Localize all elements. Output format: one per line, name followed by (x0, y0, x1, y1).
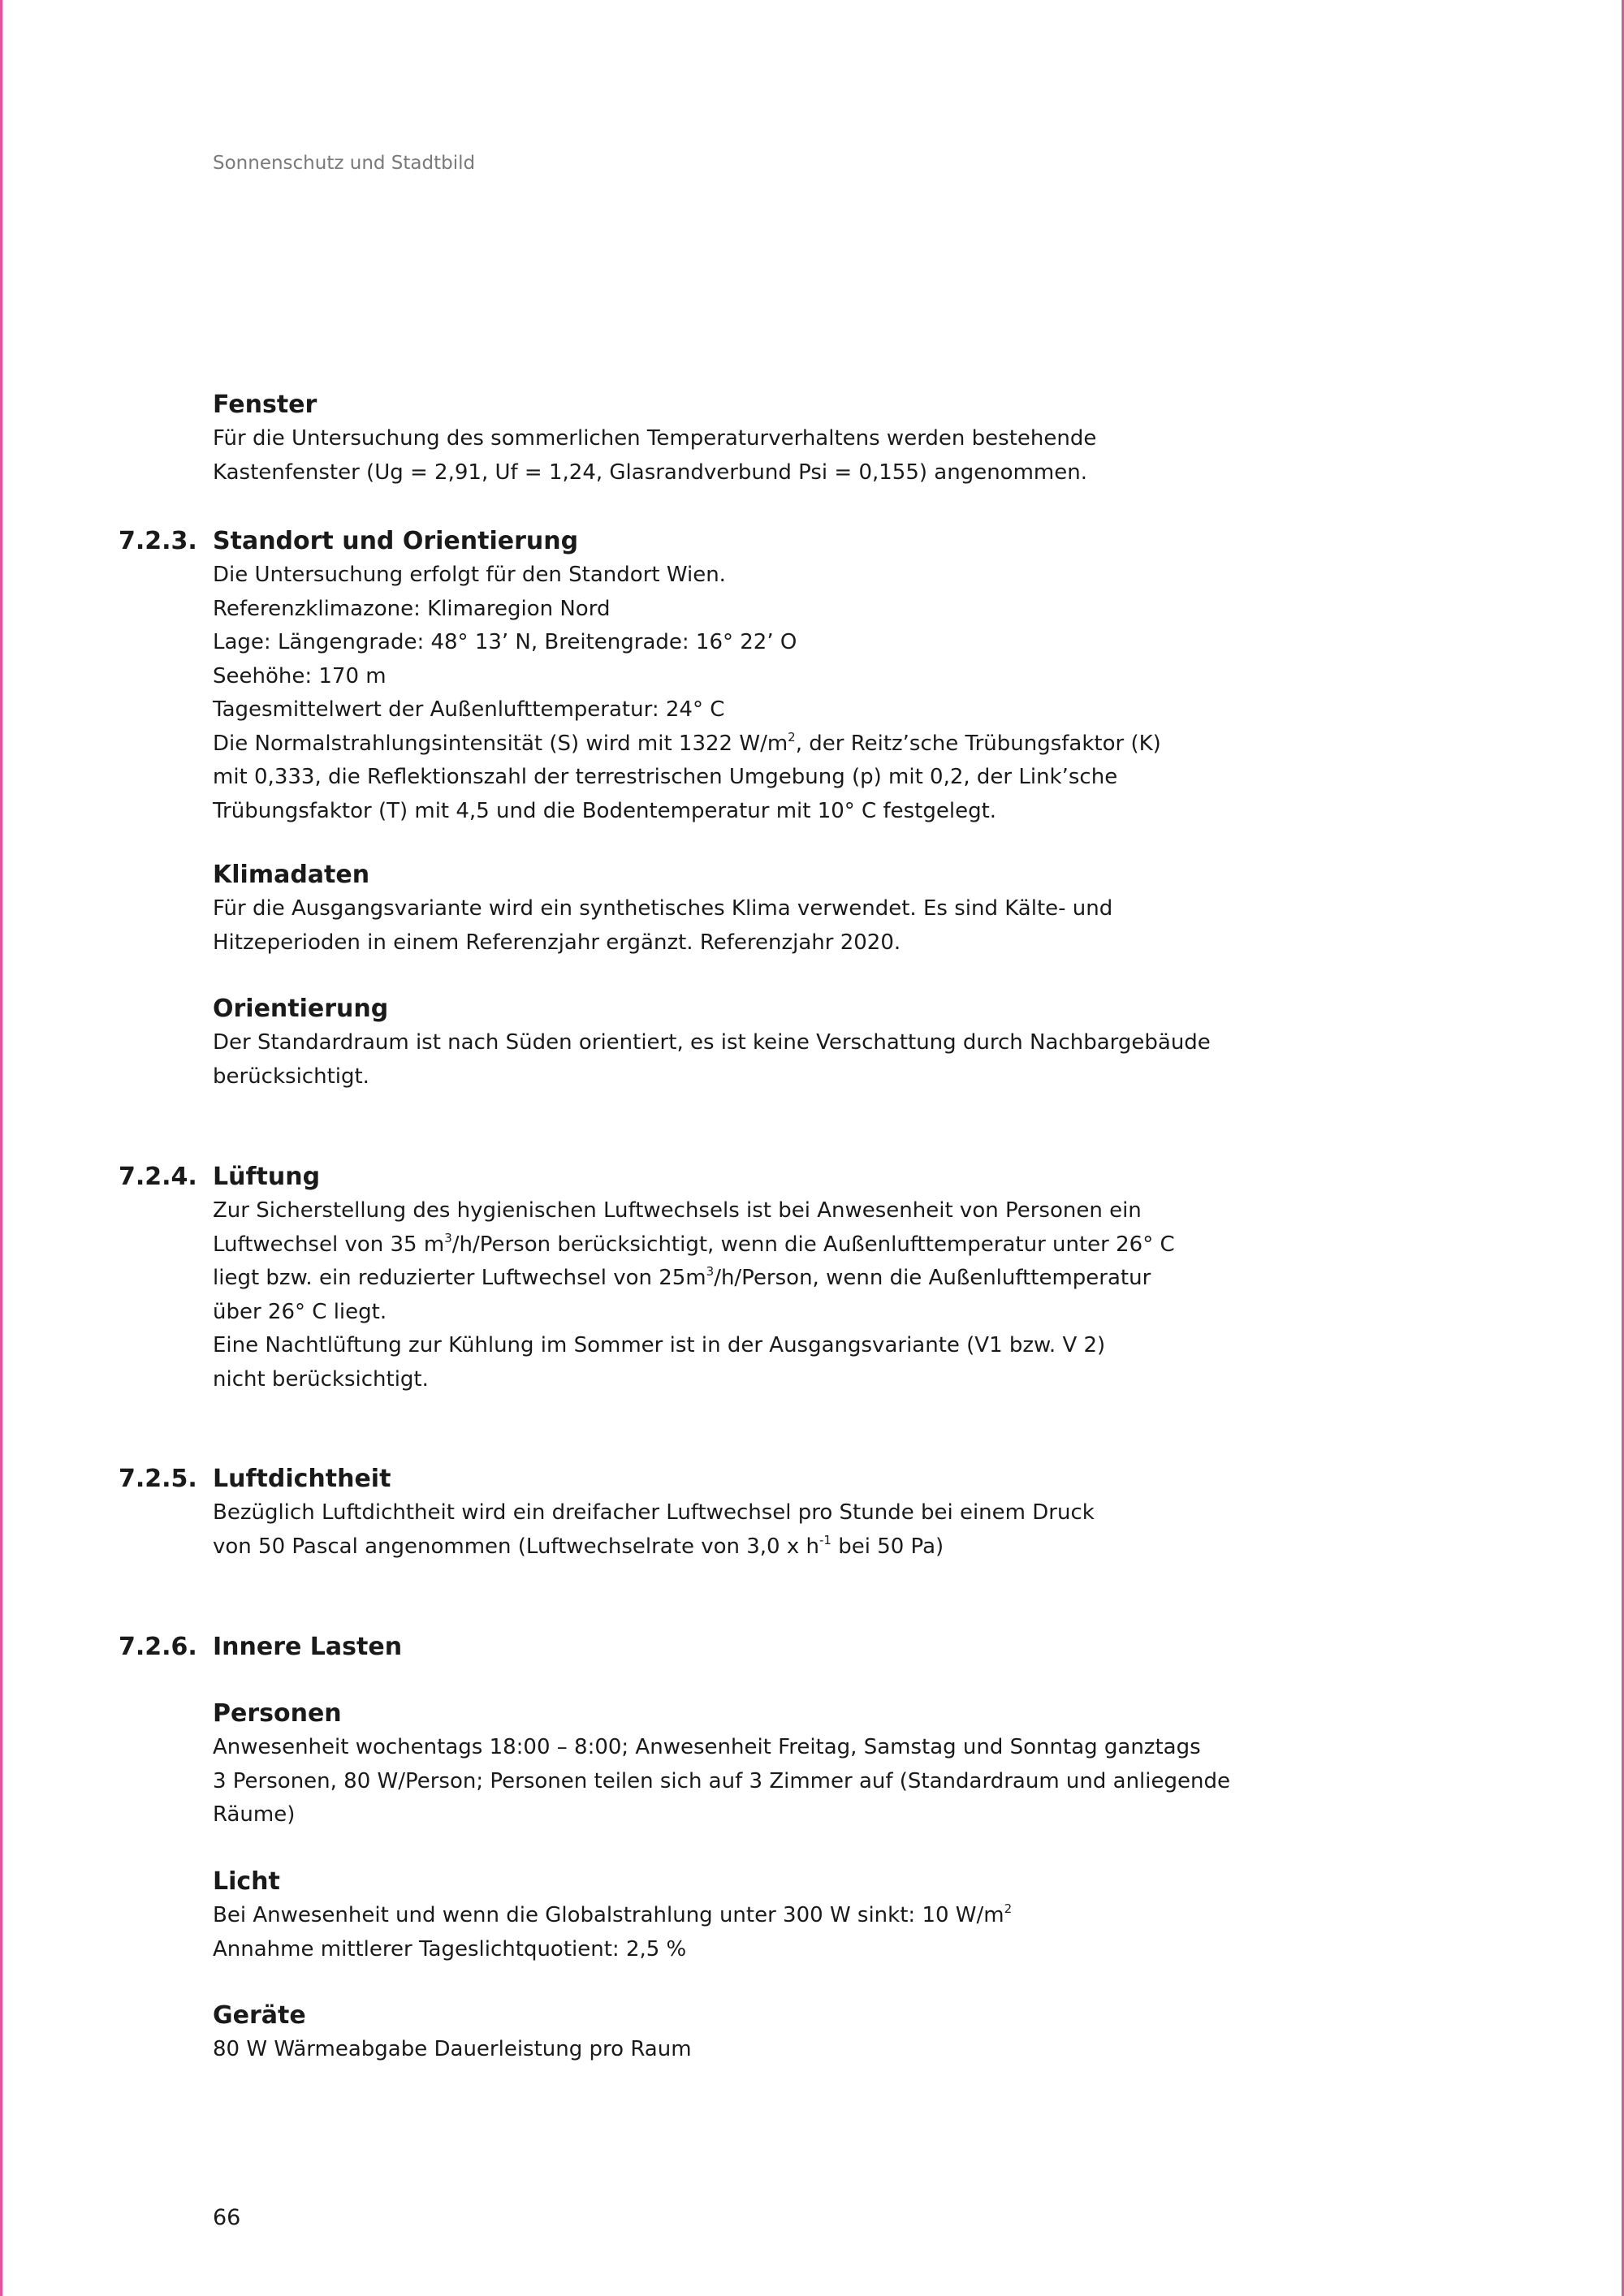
superscript: 2 (1004, 1901, 1013, 1916)
section-number: 7.2.6. (119, 1633, 197, 1661)
text-line: 3 Personen, 80 W/Person; Personen teilen sich auf 3 Zimmer auf (Standardraum und anliegende (213, 1768, 1230, 1793)
section-standort (119, 524, 1203, 828)
text-line (213, 1530, 1203, 1564)
text-segment: bei 50 Pa) (831, 1534, 944, 1559)
subheading-fenster: Fenster (213, 391, 317, 419)
section-number: 7.2.5. (119, 1465, 197, 1493)
text-line: Annahme mittlerer Tageslichtquotient: 2,5 % (213, 1936, 687, 1962)
section-innere-lasten (119, 1630, 1203, 1664)
text-segment: von 50 Pascal angenommen (Luftwechselrate von 3,0 x h (213, 1534, 819, 1559)
section-number: 7.2.4. (119, 1163, 197, 1191)
section-luftdichtheit (119, 1462, 1203, 1564)
subheading-orientierung: Orientierung (213, 995, 389, 1023)
text-segment: liegt bzw. ein reduzierter Luftwechsel von 25m (213, 1266, 706, 1290)
text-segment: Bei Anwesenheit und wenn die Globalstrahlung unter 300 W sinkt: 10 W/m (213, 1903, 1004, 1927)
page-number: 66 (213, 2205, 241, 2230)
text-segment: /h/Person, wenn die Außenlufttemperatur (714, 1266, 1151, 1290)
text-line: über 26° C liegt. (213, 1299, 387, 1324)
text-line: Eine Nachtlüftung zur Kühlung im Sommer ist in der Ausgangsvariante (V1 bzw. V 2) (213, 1333, 1106, 1357)
text-line: berücksichtigt. (213, 1064, 369, 1089)
text-line: Lage: Längengrade: 48° 13’ N, Breitengrade: 16° 22’ O (213, 630, 797, 654)
section-heading: Luftdichtheit (213, 1465, 391, 1493)
text-line (213, 1228, 1203, 1262)
running-head: Sonnenschutz und Stadtbild (213, 153, 476, 174)
superscript: 3 (444, 1230, 452, 1245)
text-line: Anwesenheit wochentags 18:00 – 8:00; Anwesenheit Freitag, Samstag und Sonntag ganztags (213, 1735, 1201, 1759)
subheading-klimadaten: Klimadaten (213, 861, 370, 889)
text-line: Zur Sicherstellung des hygienischen Luftwechsels ist bei Anwesenheit von Personen ein (213, 1198, 1142, 1223)
superscript: 3 (706, 1264, 715, 1279)
text-line: Referenzklimazone: Klimaregion Nord (213, 596, 611, 621)
text-line: Für die Untersuchung des sommerlichen Temperaturverhaltens werden bestehende (213, 426, 1097, 451)
subheading-personen: Personen (213, 1699, 342, 1728)
text-line: Die Untersuchung erfolgt für den Standort Wien. (213, 563, 726, 587)
text-line: Seehöhe: 170 m (213, 663, 387, 688)
text-line: nicht berücksichtigt. (213, 1366, 429, 1392)
text-line: Der Standardraum ist nach Süden orientiert, es ist keine Verschattung durch Nachbargebäude (213, 1030, 1211, 1055)
section-geraete (213, 1999, 1203, 2067)
section-number: 7.2.3. (119, 527, 197, 555)
text-line: 80 W Wärmeabgabe Dauerleistung pro Raum (213, 2037, 692, 2061)
text-line: Bezüglich Luftdichtheit wird ein dreifacher Luftwechsel pro Stunde bei einem Druck (213, 1500, 1095, 1525)
section-klimadaten (213, 858, 1203, 960)
text-line: Für die Ausgangsvariante wird ein synthetisches Klima verwendet. Es sind Kälte- und (213, 896, 1113, 921)
section-fenster (213, 388, 1203, 490)
section-lueftung (119, 1160, 1203, 1396)
section-heading: Lüftung (213, 1163, 321, 1191)
section-heading: Innere Lasten (213, 1633, 403, 1661)
superscript: 2 (788, 729, 796, 744)
text-segment: Luftwechsel von 35 m (213, 1232, 445, 1257)
text-line: Kastenfenster (Ug = 2,91, Uf = 1,24, Glasrandverbund Psi = 0,155) angenommen. (213, 460, 1087, 485)
text-line: mit 0,333, die Reflektionszahl der terrestrischen Umgebung (p) mit 0,2, der Link’sche (213, 765, 1118, 789)
section-orientierung (213, 992, 1211, 1094)
text-line: Trübungsfaktor (T) mit 4,5 und die Bodentemperatur mit 10° C festgelegt. (213, 798, 997, 823)
text-line: Räume) (213, 1802, 296, 1827)
text-line: Hitzeperioden in einem Referenzjahr ergänzt. Referenzjahr 2020. (213, 930, 901, 955)
superscript: -1 (818, 1532, 831, 1547)
text-segment: Die Normalstrahlungsintensität (S) wird mit 1322 W/m (213, 731, 788, 756)
page-edge-left (0, 0, 2, 2296)
text-line (213, 1262, 1203, 1296)
section-personen (213, 1697, 1230, 1832)
text-segment: , der Reitz’sche Trübungsfaktor (K) (795, 731, 1161, 756)
text-line: Tagesmittelwert der Außenlufttemperatur: 24° C (213, 697, 725, 722)
subheading-geraete: Geräte (213, 2001, 306, 2030)
text-line (213, 1899, 1203, 1933)
subheading-licht: Licht (213, 1867, 280, 1896)
text-line (213, 727, 1203, 762)
text-segment: /h/Person berücksichtigt, wenn die Außenlufttemperatur unter 26° C (451, 1232, 1175, 1257)
section-licht (213, 1865, 1203, 1966)
section-heading: Standort und Orientierung (213, 527, 579, 555)
